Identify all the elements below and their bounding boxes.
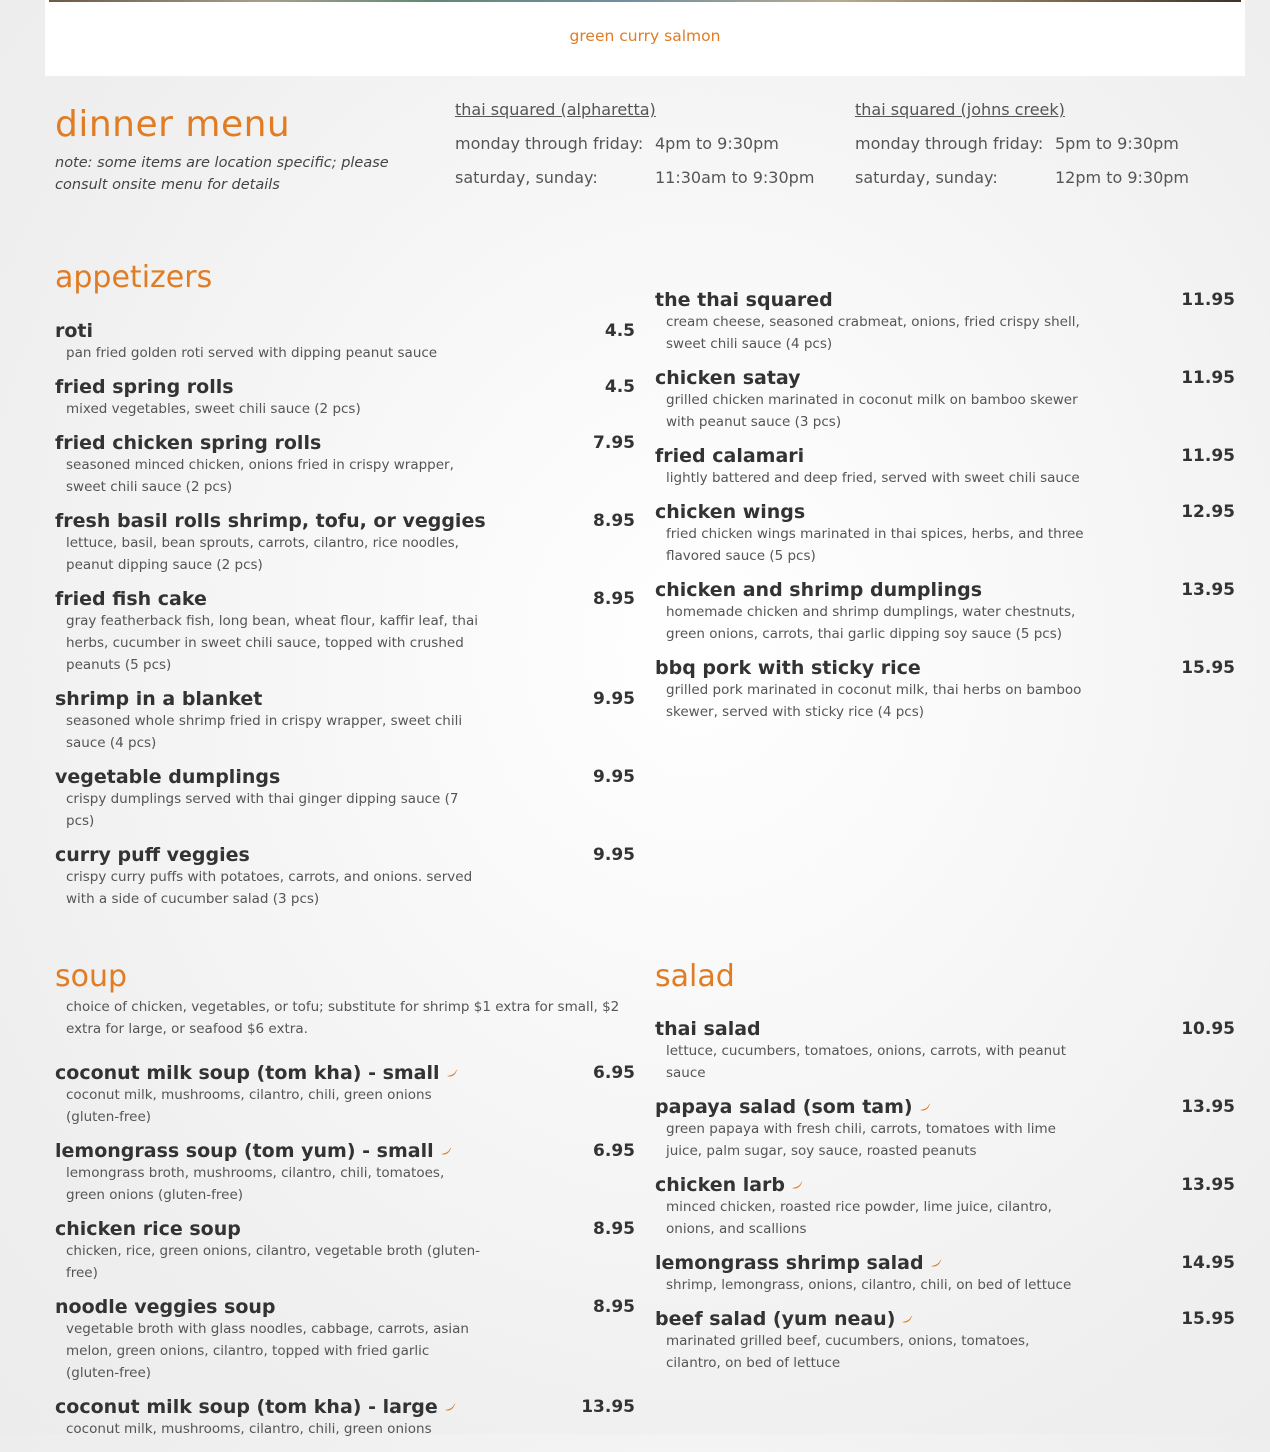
hours-time: 12pm to 9:30pm: [1055, 168, 1190, 187]
item-description: coconut milk, mushrooms, cilantro, chili, green onions: [66, 1421, 432, 1437]
chili-pepper-icon: [930, 1258, 942, 1268]
item-name-text: coconut milk soup (tom kha) - small: [55, 1062, 440, 1084]
item-price: 14.95: [1181, 1253, 1235, 1273]
item-name: [55, 588, 635, 610]
item-price: 13.95: [1181, 1097, 1235, 1117]
hours-row-weekend: [855, 167, 1255, 189]
item-name: [655, 1174, 1235, 1196]
item-price: 8.95: [593, 1219, 635, 1239]
menu-item-fried-fish-cake: [55, 588, 635, 676]
item-name: [655, 657, 1235, 679]
item-name: [655, 579, 1235, 601]
item-name: [655, 1096, 1235, 1118]
item-description: lettuce, basil, bean sprouts, carrots, cilantro, rice noodles, peanut dipping sauce (2 pcs): [66, 535, 459, 573]
location-link-alpharetta[interactable]: thai squared (alpharetta): [455, 100, 656, 119]
item-description: homemade chicken and shrimp dumplings, water chestnuts, green onions, carrots, thai garlic dipping soy sauce (5 pcs): [666, 604, 1076, 642]
item-price: 9.95: [593, 689, 635, 709]
item-name: [55, 376, 635, 398]
menu-item-coconut-milk-soup-tom-kha-small: [55, 1062, 635, 1128]
item-price: 13.95: [1181, 580, 1235, 600]
location-johns-creek: [855, 99, 1255, 189]
chili-pepper-icon: [446, 1068, 458, 1078]
hours-day-label: monday through friday:: [455, 134, 644, 153]
item-name-text: fried spring rolls: [55, 376, 234, 398]
item-price: 4.5: [604, 321, 635, 341]
menu-item-chicken-larb: [655, 1174, 1235, 1240]
item-name-text: vegetable dumplings: [55, 766, 281, 788]
section-title-salad: salad: [655, 959, 735, 994]
item-name-text: chicken larb: [655, 1174, 786, 1196]
section-title-soup: soup: [55, 959, 128, 994]
item-price: 8.95: [593, 511, 635, 531]
hours-day-label: saturday, sunday:: [455, 168, 598, 187]
menu-item-noodle-veggies-soup: [55, 1296, 635, 1384]
item-price: 13.95: [581, 1397, 635, 1417]
item-name: [655, 289, 1235, 311]
item-price: 11.95: [1181, 446, 1235, 466]
menu-item-shrimp-in-a-blanket: [55, 688, 635, 754]
hours-day-label: monday through friday:: [855, 134, 1044, 153]
item-name: [55, 1140, 635, 1162]
menu-item-fried-calamari: [655, 445, 1235, 489]
menu-item-fresh-basil-rolls-shrimp-tofu-or-veggies: [55, 510, 635, 576]
item-price: 11.95: [1181, 290, 1235, 310]
item-description: coconut milk, mushrooms, cilantro, chili, green onions (gluten-free): [66, 1087, 432, 1125]
item-name: [655, 1018, 1235, 1040]
chili-pepper-icon: [791, 1180, 803, 1190]
item-price: 8.95: [593, 1297, 635, 1317]
page-title: dinner menu: [55, 104, 291, 145]
item-name-text: coconut milk soup (tom kha) - large: [55, 1396, 438, 1418]
item-price: 4.5: [604, 377, 635, 397]
item-name-text: bbq pork with sticky rice: [655, 657, 921, 679]
menu-item-fried-spring-rolls: [55, 376, 635, 420]
item-price: 7.95: [593, 433, 635, 453]
item-name: [655, 367, 1235, 389]
item-name-text: lemongrass shrimp salad: [655, 1252, 924, 1274]
item-description: crispy curry puffs with potatoes, carrots, and onions. served with a side of cucumber salad (3 pcs): [66, 869, 473, 907]
item-price: 15.95: [1181, 1309, 1235, 1329]
item-name-text: fried calamari: [655, 445, 805, 467]
item-description: lightly battered and deep fried, served with sweet chili sauce: [666, 470, 1080, 486]
menu-header: [55, 104, 415, 196]
item-price: 11.95: [1181, 368, 1235, 388]
item-description: vegetable broth with glass noodles, cabbage, carrots, asian melon, green onions, cilantro, topped with fried garlic (gluten-free): [66, 1321, 469, 1381]
item-description: shrimp, lemongrass, onions, cilantro, chili, on bed of lettuce: [666, 1277, 1072, 1293]
item-price: 9.95: [593, 845, 635, 865]
menu-item-vegetable-dumplings: [55, 766, 635, 832]
item-name-text: chicken satay: [655, 367, 801, 389]
hero-caption: green curry salmon: [569, 27, 721, 45]
menu-item-thai-salad: [655, 1018, 1235, 1084]
chili-pepper-icon: [440, 1146, 452, 1156]
soup-column: [55, 996, 635, 1452]
item-name-text: curry puff veggies: [55, 844, 250, 866]
item-name: [55, 766, 635, 788]
item-name-text: beef salad (yum neau): [655, 1308, 896, 1330]
menu-item-roti: [55, 320, 635, 364]
item-name: [655, 1308, 1235, 1330]
hero-image: [49, 0, 1241, 2]
item-price: 12.95: [1181, 502, 1235, 522]
item-price: 15.95: [1181, 658, 1235, 678]
item-description: gray featherback fish, long bean, wheat flour, kaffir leaf, thai herbs, cucumber in sweet chili sauce, topped with crushed peanuts (5 pcs): [66, 613, 478, 673]
chili-pepper-icon: [919, 1102, 931, 1112]
item-price: 6.95: [593, 1063, 635, 1083]
appetizers-right-column: [655, 289, 1235, 735]
item-name: [55, 1396, 635, 1418]
item-name: [55, 320, 635, 342]
item-description: mixed vegetables, sweet chili sauce (2 pcs): [66, 401, 361, 417]
item-name: [655, 1252, 1235, 1274]
item-price: 6.95: [593, 1141, 635, 1161]
section-title-appetizers: appetizers: [55, 260, 213, 295]
menu-item-beef-salad-yum-neau: [655, 1308, 1235, 1374]
item-name-text: the thai squared: [655, 289, 833, 311]
item-description: crispy dumplings served with thai ginger dipping sauce (7 pcs): [66, 791, 459, 829]
item-name: [55, 432, 635, 454]
item-description: minced chicken, roasted rice powder, lime juice, cilantro, onions, and scallions: [666, 1199, 1052, 1237]
location-alpharetta: [455, 99, 855, 189]
item-name-text: chicken rice soup: [55, 1218, 241, 1240]
item-name: [55, 510, 635, 532]
item-name-text: lemongrass soup (tom yum) - small: [55, 1140, 434, 1162]
menu-item-bbq-pork-with-sticky-rice: [655, 657, 1235, 723]
item-name-text: chicken and shrimp dumplings: [655, 579, 982, 601]
item-description: marinated grilled beef, cucumbers, onions, tomatoes, cilantro, on bed of lettuce: [666, 1333, 1030, 1371]
menu-item-fried-chicken-spring-rolls: [55, 432, 635, 498]
menu-item-chicken-satay: [655, 367, 1235, 433]
soup-note: choice of chicken, vegetables, or tofu; substitute for shrimp $1 extra for small, $2 extra for large, or seafood $6 extra.: [66, 999, 620, 1037]
item-description: pan fried golden roti served with dipping peanut sauce: [66, 345, 438, 361]
item-name-text: roti: [55, 320, 94, 342]
menu-item-chicken-wings: [655, 501, 1235, 567]
item-name-text: fried fish cake: [55, 588, 207, 610]
chili-pepper-icon: [901, 1314, 913, 1324]
hours-time: 5pm to 9:30pm: [1055, 134, 1179, 153]
location-link-johns-creek[interactable]: thai squared (johns creek): [855, 100, 1065, 119]
item-name: [55, 1218, 635, 1240]
item-price: 9.95: [593, 767, 635, 787]
hours-row-weekday: [855, 133, 1255, 155]
salad-column: [655, 1018, 1235, 1386]
menu-item-chicken-and-shrimp-dumplings: [655, 579, 1235, 645]
hours-time: 11:30am to 9:30pm: [655, 168, 815, 187]
item-description: grilled pork marinated in coconut milk, thai herbs on bamboo skewer, served with sticky rice (4 pcs): [666, 682, 1082, 720]
item-name: [55, 1296, 635, 1318]
item-description: green papaya with fresh chili, carrots, tomatoes with lime juice, palm sugar, soy sauce, roasted peanuts: [666, 1121, 1056, 1159]
item-name: [55, 844, 635, 866]
hours-day-label: saturday, sunday:: [855, 168, 998, 187]
menu-item-curry-puff-veggies: [55, 844, 635, 910]
item-name-text: noodle veggies soup: [55, 1296, 276, 1318]
menu-item-coconut-milk-soup-tom-kha-large: [55, 1396, 635, 1440]
item-name-text: fried chicken spring rolls: [55, 432, 322, 454]
appetizers-left-column: [55, 320, 635, 922]
location-note: note: some items are location specific; please consult onsite menu for details: [55, 155, 389, 193]
item-description: fried chicken wings marinated in thai spices, herbs, and three flavored sauce (5 pcs): [666, 526, 1084, 564]
item-price: 8.95: [593, 589, 635, 609]
item-name-text: thai salad: [655, 1018, 761, 1040]
item-name-text: chicken wings: [655, 501, 806, 523]
item-name-text: fresh basil rolls shrimp, tofu, or veggies: [55, 510, 486, 532]
item-name: [55, 688, 635, 710]
item-name-text: shrimp in a blanket: [55, 688, 263, 710]
hours-time: 4pm to 9:30pm: [655, 134, 779, 153]
hero-card: [45, 0, 1245, 76]
chili-pepper-icon: [444, 1402, 456, 1412]
menu-item-lemongrass-shrimp-salad: [655, 1252, 1235, 1296]
item-description: cream cheese, seasoned crabmeat, onions, fried crispy shell, sweet chili sauce (4 pcs): [666, 314, 1080, 352]
item-name-text: papaya salad (som tam): [655, 1096, 913, 1118]
menu-item-the-thai-squared: [655, 289, 1235, 355]
item-price: 13.95: [1181, 1175, 1235, 1195]
item-description: lettuce, cucumbers, tomatoes, onions, carrots, with peanut sauce: [666, 1043, 1067, 1081]
hours-row-weekend: [455, 167, 855, 189]
item-description: seasoned minced chicken, onions fried in crispy wrapper, sweet chili sauce (2 pcs): [66, 457, 454, 495]
menu-item-papaya-salad-som-tam: [655, 1096, 1235, 1162]
menu-item-chicken-rice-soup: [55, 1218, 635, 1284]
menu-item-lemongrass-soup-tom-yum-small: [55, 1140, 635, 1206]
item-name: [655, 501, 1235, 523]
item-name: [55, 1062, 635, 1084]
item-description: seasoned whole shrimp fried in crispy wrapper, sweet chili sauce (4 pcs): [66, 713, 463, 751]
item-description: chicken, rice, green onions, cilantro, vegetable broth (gluten-free): [66, 1243, 481, 1281]
item-name: [655, 445, 1235, 467]
hours-row-weekday: [455, 133, 855, 155]
item-description: lemongrass broth, mushrooms, cilantro, chili, tomatoes, green onions (gluten-free): [66, 1165, 445, 1203]
item-price: 10.95: [1181, 1019, 1235, 1039]
item-description: grilled chicken marinated in coconut milk on bamboo skewer with peanut sauce (3 pcs): [666, 392, 1078, 430]
